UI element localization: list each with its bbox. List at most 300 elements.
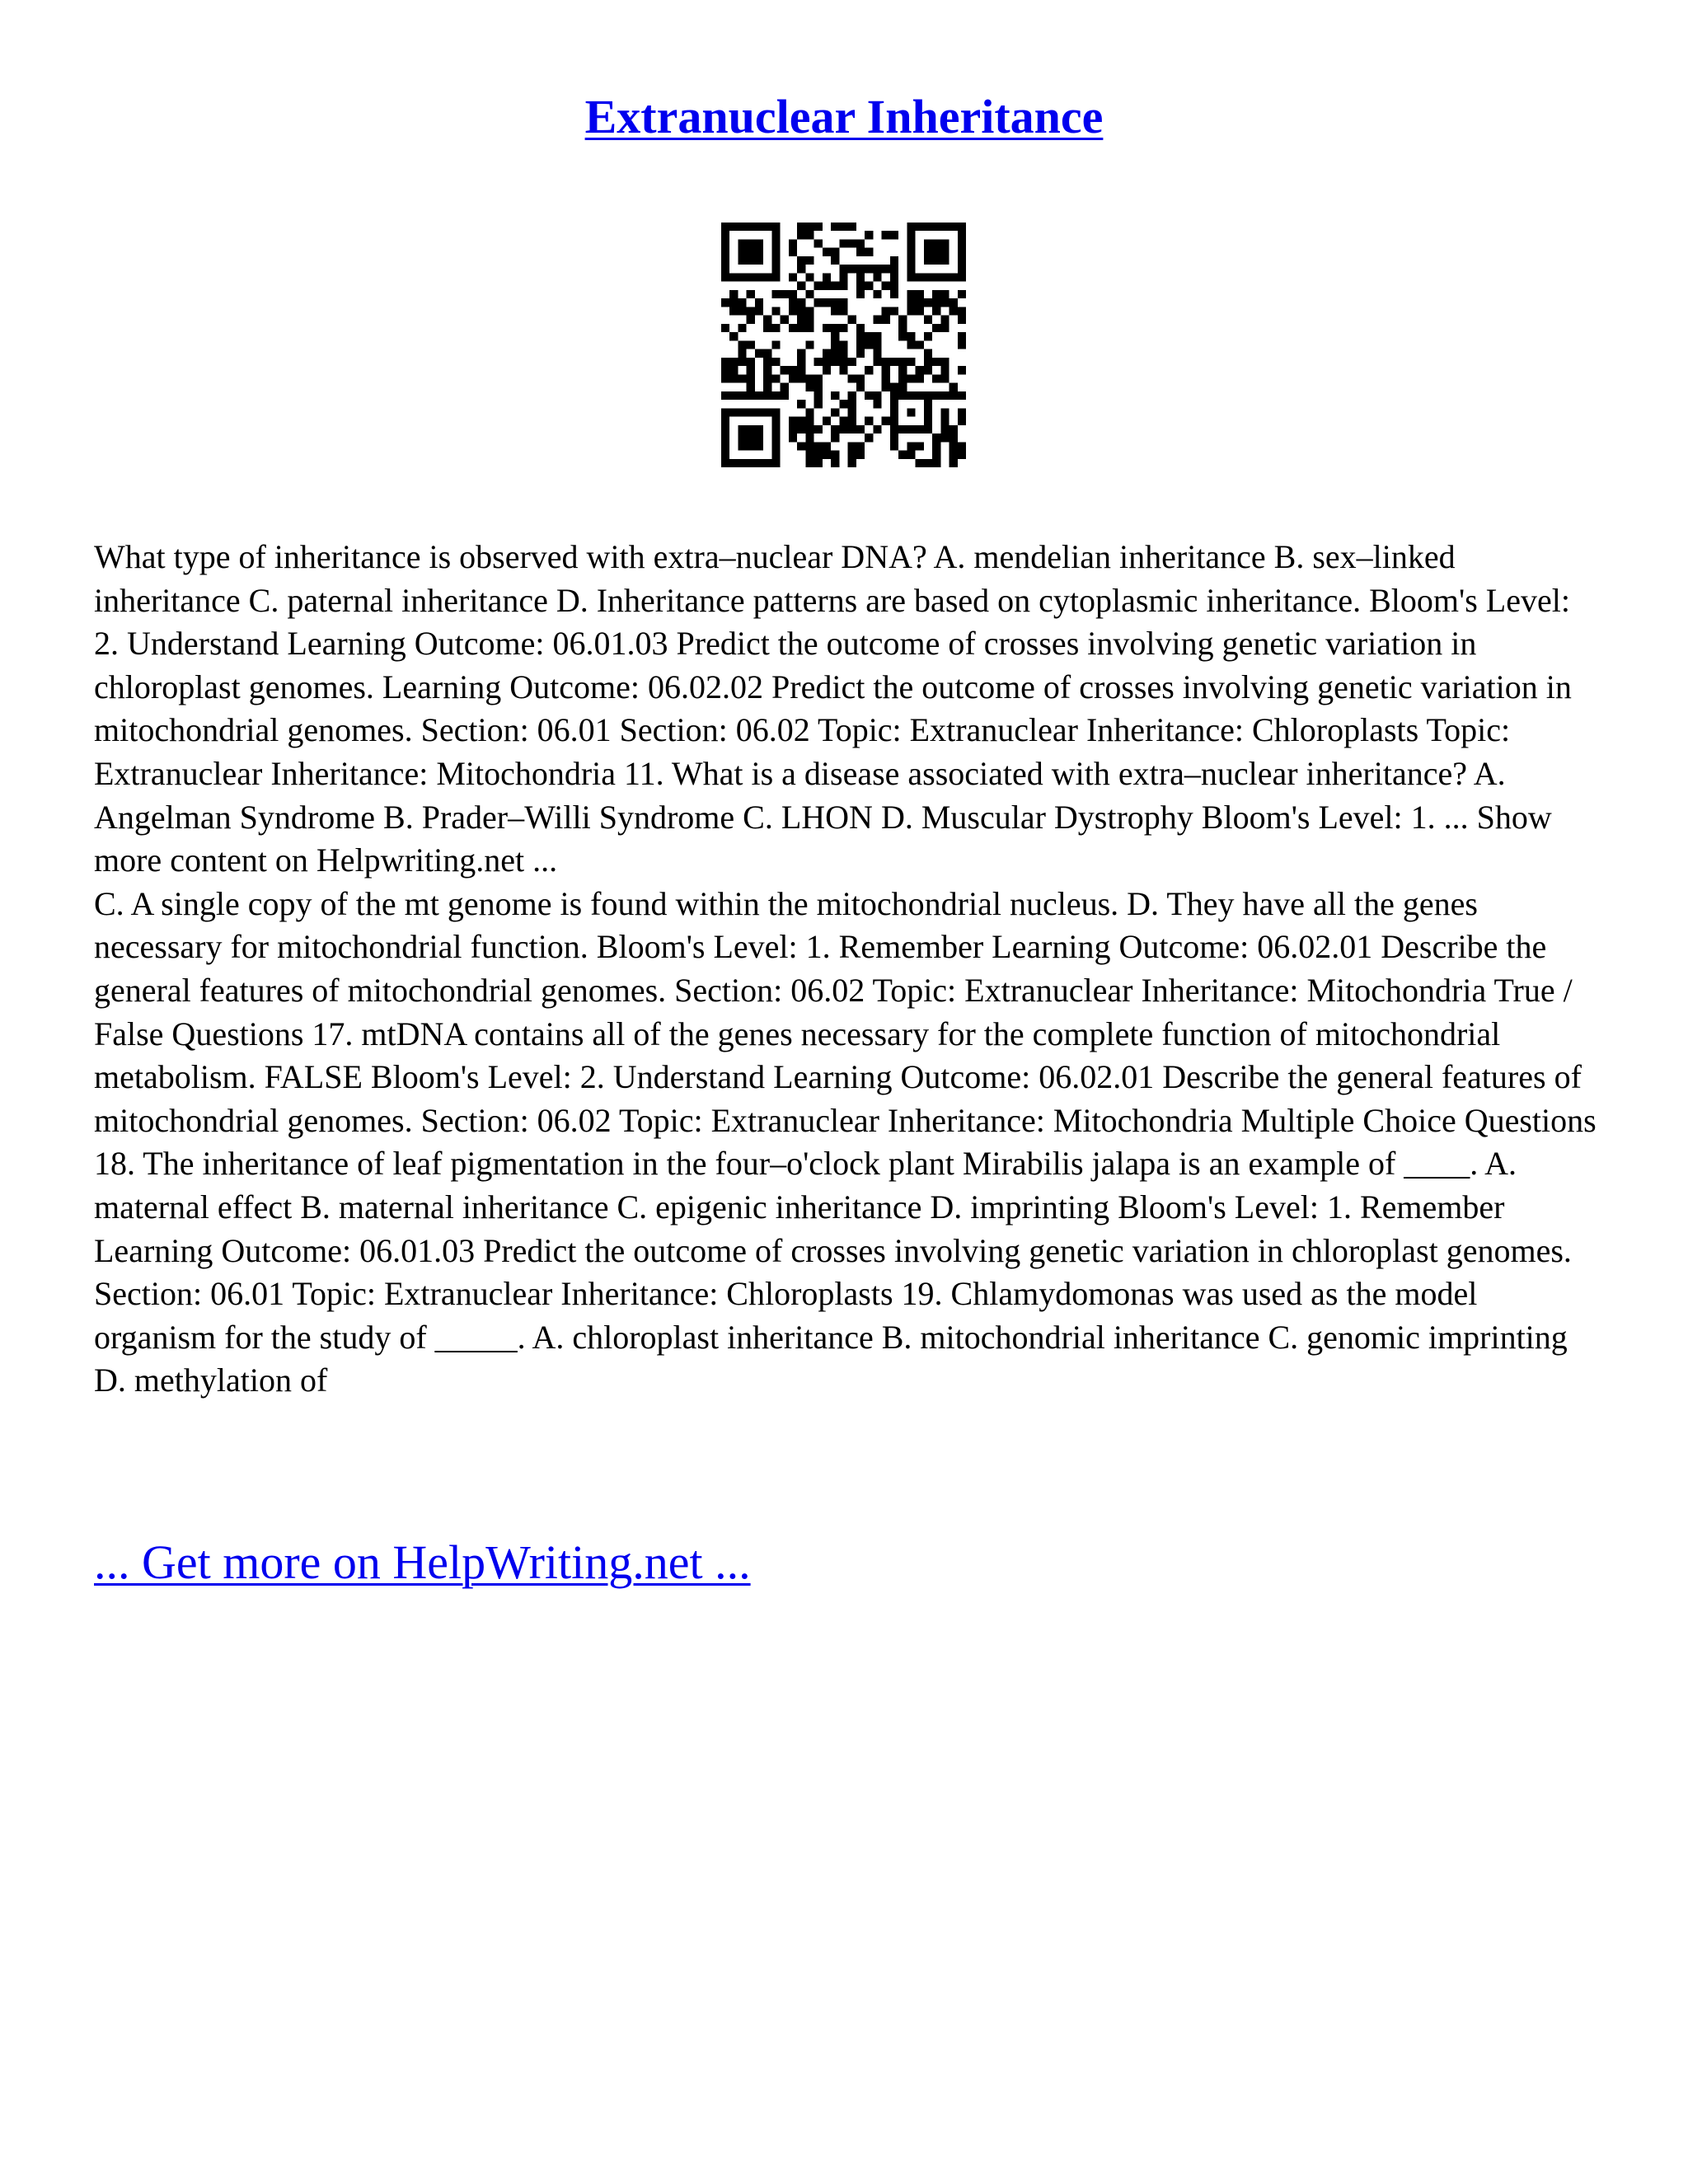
qr-module <box>958 332 966 340</box>
qr-module <box>856 248 865 256</box>
qr-module <box>907 451 915 459</box>
qr-module <box>729 273 738 281</box>
qr-module <box>729 223 738 231</box>
qr-module <box>924 459 932 467</box>
qr-module <box>940 366 949 374</box>
qr-module <box>907 223 915 231</box>
qr-module <box>755 425 763 434</box>
qr-module <box>848 425 856 434</box>
qr-module <box>865 248 873 256</box>
qr-module <box>932 307 940 315</box>
qr-module <box>805 256 814 265</box>
qr-module <box>848 451 856 459</box>
qr-module <box>924 223 932 231</box>
qr-module <box>831 451 839 459</box>
qr-module <box>738 307 746 315</box>
qr-module <box>890 290 898 298</box>
qr-module <box>839 273 847 281</box>
qr-module <box>729 459 738 467</box>
qr-module <box>763 223 771 231</box>
qr-module <box>940 374 949 382</box>
qr-module <box>781 290 789 298</box>
qr-module <box>839 265 847 273</box>
qr-module <box>789 425 797 434</box>
qr-module <box>890 383 898 391</box>
qr-module <box>721 248 729 256</box>
qr-module <box>805 273 814 281</box>
qr-module <box>814 239 823 247</box>
qr-module <box>823 451 831 459</box>
qr-module <box>797 324 805 332</box>
qr-module <box>747 273 755 281</box>
qr-module <box>916 366 924 374</box>
qr-module <box>950 223 958 231</box>
qr-module <box>890 231 898 239</box>
qr-module <box>755 349 763 358</box>
qr-module <box>950 459 958 467</box>
qr-module <box>907 425 915 434</box>
qr-module <box>814 451 823 459</box>
qr-module <box>721 408 729 416</box>
qr-module <box>771 434 780 442</box>
qr-module <box>771 459 780 467</box>
qr-module <box>797 442 805 450</box>
qr-module <box>907 256 915 265</box>
qr-module <box>958 273 966 281</box>
qr-module <box>873 425 881 434</box>
qr-module <box>882 358 890 366</box>
qr-module <box>747 459 755 467</box>
qr-module <box>856 340 865 349</box>
qr-module <box>907 298 915 307</box>
qr-module <box>873 332 881 340</box>
qr-module <box>865 391 873 400</box>
qr-module <box>729 408 738 416</box>
qr-module <box>882 231 890 239</box>
qr-module <box>873 265 881 273</box>
qr-module <box>771 256 780 265</box>
qr-module <box>738 223 746 231</box>
qr-module <box>950 307 958 315</box>
qr-module <box>950 434 958 442</box>
qr-module <box>958 442 966 450</box>
qr-module <box>848 316 856 324</box>
qr-module <box>805 434 814 442</box>
qr-module <box>805 231 814 239</box>
qr-module <box>848 358 856 366</box>
qr-module <box>755 442 763 450</box>
qr-module <box>940 417 949 425</box>
qr-module <box>916 374 924 382</box>
qr-module <box>721 298 729 307</box>
qr-module <box>763 316 771 324</box>
qr-module <box>924 358 932 366</box>
qr-module <box>747 391 755 400</box>
qr-module <box>797 400 805 408</box>
qr-module <box>755 248 763 256</box>
qr-module <box>890 425 898 434</box>
qr-module <box>924 298 932 307</box>
qr-module <box>755 298 763 307</box>
qr-module <box>721 231 729 239</box>
qr-module <box>738 239 746 247</box>
qr-module <box>856 282 865 290</box>
qr-module <box>940 248 949 256</box>
qr-module <box>873 391 881 400</box>
qr-module <box>958 239 966 247</box>
qr-module <box>771 425 780 434</box>
qr-module <box>856 349 865 358</box>
qr-module <box>916 459 924 467</box>
qr-module <box>805 316 814 324</box>
qr-module <box>898 391 907 400</box>
qr-module <box>781 366 789 374</box>
qr-module <box>839 417 847 425</box>
qr-module <box>873 316 881 324</box>
qr-module <box>721 451 729 459</box>
qr-module <box>890 442 898 450</box>
qr-module <box>771 231 780 239</box>
qr-module <box>848 223 856 231</box>
qr-module <box>797 366 805 374</box>
qr-module <box>950 451 958 459</box>
qr-module <box>882 366 890 374</box>
qr-module <box>865 265 873 273</box>
qr-module <box>721 366 729 374</box>
qr-module <box>805 324 814 332</box>
qr-module <box>763 383 771 391</box>
qr-module <box>747 374 755 382</box>
qr-module <box>729 290 738 298</box>
qr-module <box>890 358 898 366</box>
qr-module <box>924 417 932 425</box>
qr-module <box>916 273 924 281</box>
qr-module <box>916 340 924 349</box>
qr-module <box>805 223 814 231</box>
qr-module <box>940 391 949 400</box>
qr-module <box>831 324 839 332</box>
qr-module <box>865 417 873 425</box>
qr-module <box>831 349 839 358</box>
qr-module <box>958 223 966 231</box>
qr-module <box>814 391 823 400</box>
qr-module <box>856 383 865 391</box>
qr-module <box>789 248 797 256</box>
qr-module <box>789 273 797 281</box>
more-link-container <box>94 1535 751 1590</box>
qr-module <box>763 349 771 358</box>
qr-module <box>916 307 924 315</box>
qr-module <box>805 459 814 467</box>
qr-module <box>916 298 924 307</box>
qr-module <box>781 391 789 400</box>
qr-module <box>755 391 763 400</box>
qr-module <box>898 316 907 324</box>
qr-module <box>932 442 940 450</box>
qr-module <box>771 265 780 273</box>
qr-module <box>898 332 907 340</box>
qr-module <box>940 358 949 366</box>
qr-module <box>907 374 915 382</box>
qr-module <box>814 298 823 307</box>
qr-module <box>729 366 738 374</box>
qr-module <box>924 248 932 256</box>
qr-module <box>907 290 915 298</box>
qr-module <box>882 417 890 425</box>
get-more-link[interactable]: ... Get more on HelpWriting.net ... <box>94 1535 751 1589</box>
qr-module <box>882 282 890 290</box>
qr-module <box>729 358 738 366</box>
qr-module <box>831 298 839 307</box>
qr-module <box>738 391 746 400</box>
qr-module <box>839 425 847 434</box>
qr-module <box>839 324 847 332</box>
qr-code-icon <box>721 223 966 467</box>
qr-module <box>721 417 729 425</box>
qr-module <box>856 290 865 298</box>
qr-module <box>805 408 814 416</box>
qr-module <box>831 340 839 349</box>
qr-module <box>738 248 746 256</box>
qr-module <box>823 366 831 374</box>
qr-module <box>755 273 763 281</box>
qr-module <box>958 451 966 459</box>
qr-module <box>958 408 966 416</box>
qr-module <box>721 358 729 366</box>
qr-module <box>747 425 755 434</box>
qr-module <box>958 307 966 315</box>
qr-module <box>831 248 839 256</box>
qr-module <box>781 316 789 324</box>
qr-module <box>805 417 814 425</box>
qr-module <box>814 374 823 382</box>
qr-module <box>814 282 823 290</box>
qr-module <box>865 434 873 442</box>
qr-module <box>763 408 771 416</box>
qr-module <box>856 332 865 340</box>
qr-module <box>932 358 940 366</box>
qr-module <box>823 282 831 290</box>
qr-module <box>805 374 814 382</box>
qr-module <box>823 298 831 307</box>
qr-module <box>839 223 847 231</box>
qr-module <box>805 383 814 391</box>
qr-module <box>814 442 823 450</box>
qr-module <box>831 425 839 434</box>
qr-module <box>932 256 940 265</box>
qr-module <box>831 391 839 400</box>
qr-module <box>797 316 805 324</box>
qr-module <box>958 340 966 349</box>
qr-module <box>940 273 949 281</box>
qr-module <box>789 324 797 332</box>
qr-module <box>907 408 915 416</box>
qr-module <box>940 223 949 231</box>
qr-module <box>950 442 958 450</box>
title-container <box>0 89 1688 144</box>
qr-module <box>932 374 940 382</box>
qr-module <box>789 374 797 382</box>
qr-module <box>771 391 780 400</box>
qr-module <box>771 408 780 416</box>
qr-module <box>755 459 763 467</box>
qr-module <box>958 248 966 256</box>
qr-module <box>848 408 856 416</box>
qr-module <box>738 358 746 366</box>
qr-module <box>932 248 940 256</box>
qr-module <box>747 223 755 231</box>
qr-module <box>848 391 856 400</box>
qr-module <box>797 417 805 425</box>
qr-module <box>839 358 847 366</box>
qr-module <box>839 298 847 307</box>
qr-module <box>771 340 780 349</box>
qr-module <box>738 425 746 434</box>
qr-module <box>771 374 780 382</box>
qr-module <box>738 273 746 281</box>
qr-module <box>797 307 805 315</box>
qr-module <box>924 273 932 281</box>
qr-module <box>890 273 898 281</box>
qr-module <box>738 442 746 450</box>
qr-module <box>907 248 915 256</box>
qr-module <box>873 340 881 349</box>
qr-module <box>823 248 831 256</box>
qr-module <box>932 290 940 298</box>
qr-module <box>797 265 805 273</box>
qr-module <box>882 316 890 324</box>
qr-module <box>721 459 729 467</box>
qr-module <box>747 383 755 391</box>
qr-module <box>747 256 755 265</box>
qr-module <box>932 459 940 467</box>
qr-module <box>738 459 746 467</box>
qr-module <box>924 400 932 408</box>
qr-module <box>721 391 729 400</box>
qr-module <box>882 307 890 315</box>
qr-module <box>848 239 856 247</box>
qr-module <box>890 265 898 273</box>
qr-module <box>789 298 797 307</box>
qr-module <box>823 349 831 358</box>
qr-module <box>805 290 814 298</box>
qr-module <box>763 366 771 374</box>
qr-module <box>721 223 729 231</box>
qr-module <box>940 324 949 332</box>
qr-module <box>823 324 831 332</box>
qr-module <box>831 459 839 467</box>
qr-module <box>940 408 949 416</box>
qr-module <box>958 417 966 425</box>
qr-module <box>814 383 823 391</box>
qr-module <box>738 349 746 358</box>
qr-module <box>789 366 797 374</box>
qr-module <box>907 358 915 366</box>
qr-module <box>958 366 966 374</box>
qr-module <box>940 425 949 434</box>
qr-module <box>805 307 814 315</box>
qr-module <box>738 408 746 416</box>
qr-module <box>932 324 940 332</box>
qr-module <box>831 408 839 416</box>
qr-module <box>747 307 755 315</box>
qr-module <box>916 290 924 298</box>
qr-module <box>738 324 746 332</box>
qr-module <box>814 459 823 467</box>
qr-module <box>873 400 881 408</box>
qr-module <box>839 349 847 358</box>
qr-module <box>781 383 789 391</box>
qr-module <box>814 400 823 408</box>
qr-module <box>898 451 907 459</box>
qr-module <box>797 349 805 358</box>
qr-module <box>763 273 771 281</box>
qr-module <box>789 307 797 315</box>
qr-module <box>729 374 738 382</box>
qr-module <box>898 324 907 332</box>
qr-module <box>839 282 847 290</box>
qr-module <box>755 223 763 231</box>
qr-module <box>950 273 958 281</box>
qr-module <box>747 248 755 256</box>
qr-module <box>932 223 940 231</box>
qr-module <box>924 256 932 265</box>
qr-module <box>747 340 755 349</box>
qr-module <box>932 239 940 247</box>
qr-module <box>805 340 814 349</box>
qr-module <box>823 358 831 366</box>
qr-module <box>890 408 898 416</box>
qr-module <box>848 442 856 450</box>
qr-module <box>721 442 729 450</box>
qr-module <box>865 282 873 290</box>
qr-module <box>932 451 940 459</box>
qr-module <box>797 256 805 265</box>
qr-module <box>797 358 805 366</box>
qr-module <box>814 425 823 434</box>
qr-module <box>831 332 839 340</box>
qr-module <box>755 408 763 416</box>
qr-module <box>747 408 755 416</box>
qr-module <box>729 298 738 307</box>
qr-module <box>950 298 958 307</box>
qr-module <box>958 290 966 298</box>
qr-module <box>898 374 907 382</box>
qr-module <box>839 366 847 374</box>
qr-module <box>831 282 839 290</box>
qr-module <box>839 340 847 349</box>
qr-module <box>763 358 771 366</box>
qr-module <box>721 324 729 332</box>
qr-module <box>747 290 755 298</box>
qr-module <box>747 366 755 374</box>
qr-module <box>721 273 729 281</box>
qr-code-graphic <box>721 223 966 467</box>
qr-module <box>856 324 865 332</box>
page-title-link[interactable]: Extranuclear Inheritance <box>584 90 1104 143</box>
qr-module <box>721 256 729 265</box>
qr-module <box>848 459 856 467</box>
qr-module <box>771 223 780 231</box>
qr-module <box>763 374 771 382</box>
qr-module <box>950 383 958 391</box>
qr-module <box>789 290 797 298</box>
qr-module <box>873 273 881 281</box>
article-body <box>94 536 1602 1403</box>
qr-module <box>729 332 738 340</box>
qr-module <box>789 239 797 247</box>
qr-module <box>738 256 746 265</box>
